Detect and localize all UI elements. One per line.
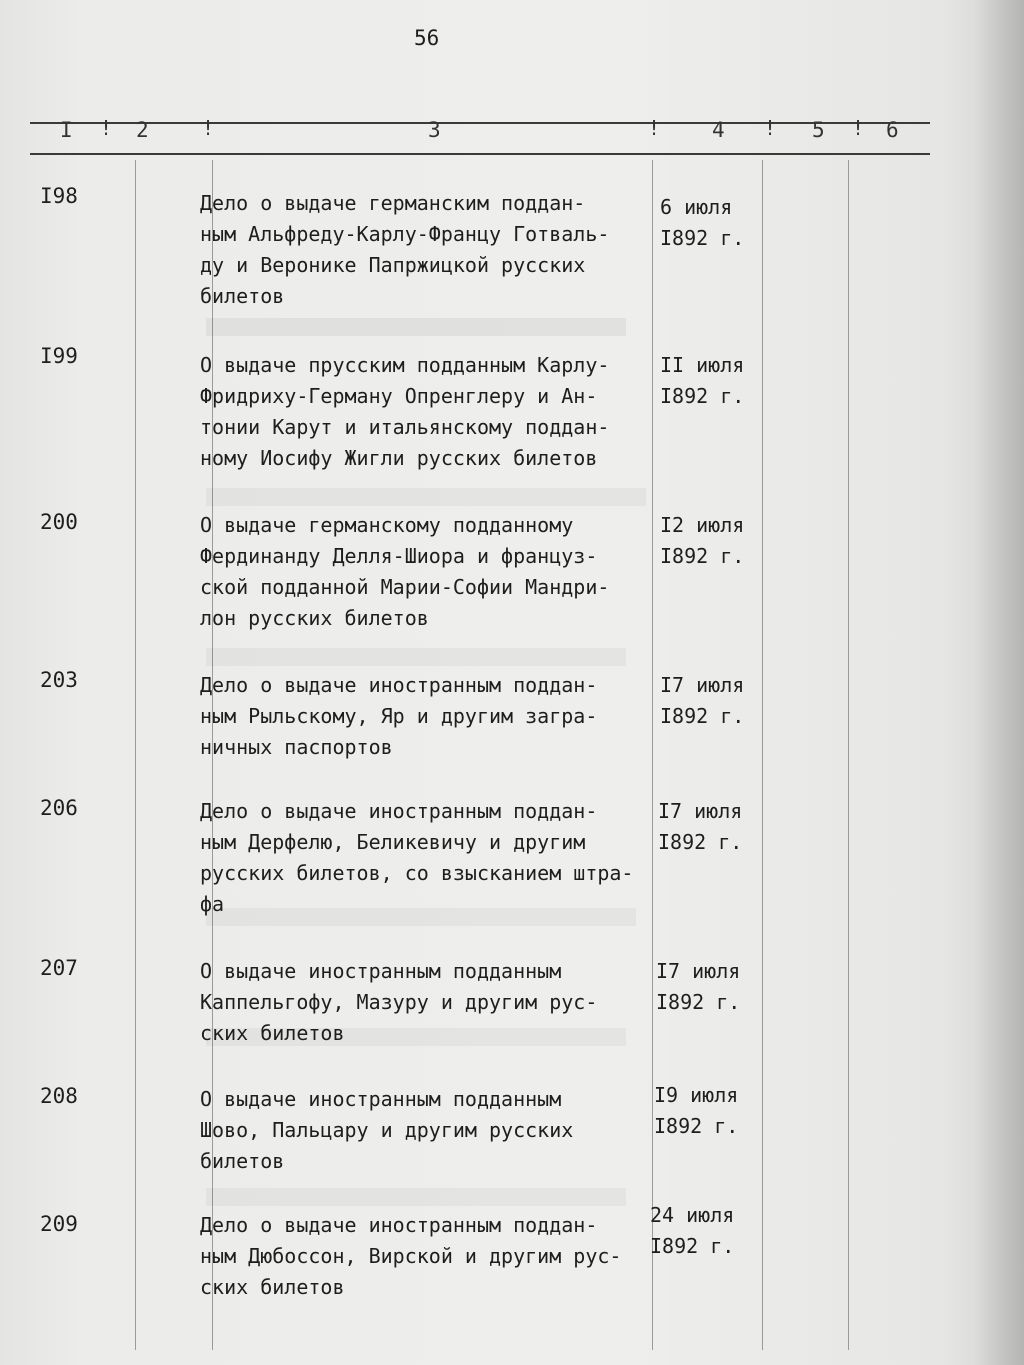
entry-number: 208 [40, 1084, 78, 1108]
entry-number: 207 [40, 956, 78, 980]
header-rule-top [30, 122, 930, 124]
page-edge-shadow [976, 0, 1024, 1365]
entry-date: II июля I892 г. [660, 353, 745, 408]
entry-number: 200 [40, 510, 78, 534]
column-separator: ! [648, 116, 661, 140]
entry-title: О выдаче прусским подданным Карлу- Фридриху-Герману Опренглеру и Ан- тонии Карут и итальянскому поддан- ному Иосифу Жигли русских билетов [200, 353, 610, 470]
column-rule [135, 160, 136, 1350]
entry-title: Дело о выдаче германским поддан- ным Альфреду-Карлу-Францу Готваль- ду и Веронике Папржицкой русских билетов [200, 191, 610, 308]
header-rule-bottom [30, 153, 930, 155]
entry-number: 206 [40, 796, 78, 820]
bleed-through-mark [206, 488, 646, 506]
entry-date: I2 июля I892 г. [660, 513, 745, 568]
entry-date: I7 июля I892 г. [658, 799, 743, 854]
entry-title: Дело о выдаче иностранным поддан- ным Дюбоссон, Вирской и другим рус- ских билетов [200, 1213, 622, 1299]
column-separator: ! [852, 116, 865, 140]
entry-title: О выдаче германскому подданному Фердинанду Делля-Шиора и француз- ской подданной Марии-Софии Мандри- лон русских билетов [200, 513, 610, 630]
column-rule [762, 160, 763, 1350]
page-number: 56 [414, 26, 440, 50]
column-separator: ! [764, 116, 777, 140]
bleed-through-mark [206, 318, 626, 336]
column-number-2: 2 [136, 118, 149, 142]
entry-date: 6 июля I892 г. [660, 195, 745, 250]
entry-date: 24 июля I892 г. [650, 1203, 735, 1258]
entry-number: 209 [40, 1212, 78, 1236]
column-rule [848, 160, 849, 1350]
entry-date: I7 июля I892 г. [656, 959, 741, 1014]
entry-number: I99 [40, 344, 78, 368]
column-number-6: 6 [886, 118, 899, 142]
column-number-4: 4 [712, 118, 725, 142]
bleed-through-mark [206, 648, 626, 666]
column-separator: ! [202, 116, 215, 140]
entry-number: 203 [40, 668, 78, 692]
entry-title: Дело о выдаче иностранным поддан- ным Дерфелю, Беликевичу и другим русских билетов, со взысканием штра- фа [200, 799, 634, 916]
column-number-3: 3 [428, 118, 441, 142]
entry-date: I7 июля I892 г. [660, 673, 745, 728]
entry-date: I9 июля I892 г. [654, 1083, 739, 1138]
column-number-1: I [60, 118, 73, 142]
entry-title: Дело о выдаче иностранным поддан- ным Рыльскому, Яр и другим загра- ничных паспортов [200, 673, 598, 759]
entry-title: О выдаче иностранным подданным Каппельгофу, Мазуру и другим рус- ских билетов [200, 959, 598, 1045]
entry-number: I98 [40, 184, 78, 208]
column-separator: ! [100, 116, 113, 140]
column-number-5: 5 [812, 118, 825, 142]
entry-title: О выдаче иностранным подданным Шово, Пальцару и другим русских билетов [200, 1087, 574, 1173]
column-rule [652, 160, 653, 1350]
bleed-through-mark [206, 1188, 626, 1206]
